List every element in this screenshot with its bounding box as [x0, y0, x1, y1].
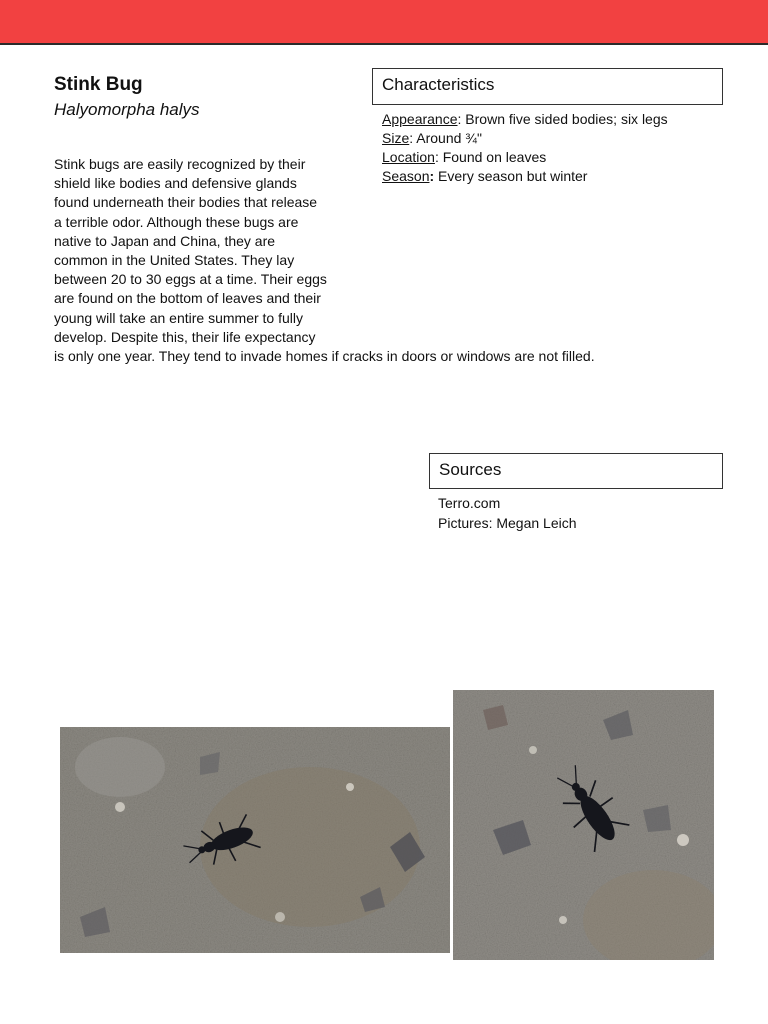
characteristic-value: Around ¾" [416, 130, 482, 146]
description-text: Stink bugs are easily recognized by their shield like bodies and defensive glands found underneath their bodies that release a terrible odor. Although these bugs are native to Japan and China, they are common in the United States. They lay between 20 to 30 eggs at a time. Their eggs are found on the bottom of leaves and their young will take an entire summer to fully develop. Despite this, their life expectancy is only one year. They tend to invade homes if cracks in doors or windows are not filled. [54, 156, 595, 365]
characteristic-size [382, 129, 668, 148]
characteristic-term: Appearance [382, 111, 458, 127]
characteristic-sep: : [429, 168, 439, 184]
characteristic-appearance [382, 110, 668, 129]
beetle-photo-2-image [453, 690, 714, 960]
characteristic-sep: : [457, 111, 466, 127]
beetle-photo-2 [453, 690, 714, 960]
beetle-photo-1-image [60, 727, 450, 953]
characteristic-sep: : [434, 149, 443, 165]
sources-heading: Sources [429, 453, 723, 489]
sources-list [438, 493, 577, 533]
characteristic-value: Every season but winter [438, 168, 588, 184]
characteristic-value: Brown five sided bodies; six legs [465, 111, 668, 127]
characteristic-location [382, 148, 668, 167]
beetle-photo-1 [60, 727, 450, 953]
characteristic-term: Size [382, 130, 410, 146]
characteristic-term: Location [382, 149, 435, 165]
characteristic-term: Season [382, 168, 430, 184]
source-item: Terro.com [438, 495, 501, 511]
characteristics-list [382, 110, 668, 186]
header-band [0, 0, 768, 45]
page-title: Stink Bug [54, 74, 143, 95]
scientific-name: Halyomorpha halys [54, 100, 200, 119]
characteristic-sep: : [409, 130, 417, 146]
characteristics-heading: Characteristics [372, 68, 723, 105]
description-block [54, 155, 704, 366]
characteristic-season [382, 167, 668, 186]
source-item: Pictures: Megan Leich [438, 515, 577, 531]
characteristic-value: Found on leaves [442, 149, 547, 165]
